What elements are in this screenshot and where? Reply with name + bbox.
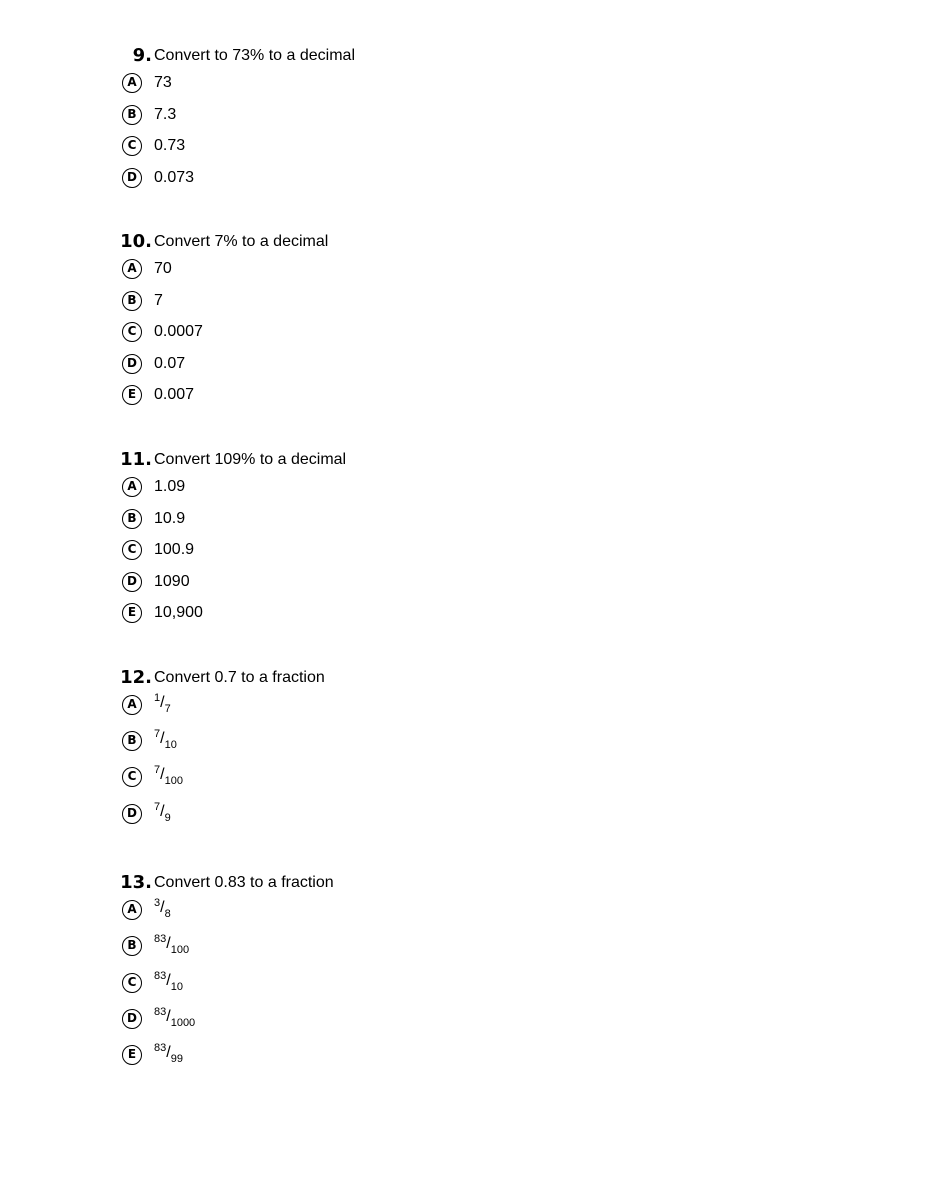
fraction-numerator: 7 <box>154 801 161 813</box>
option-value: 0.073 <box>154 169 195 186</box>
question-text: Convert 0.83 to a fraction <box>154 874 334 891</box>
question-header <box>117 448 717 472</box>
option-letter-circle[interactable]: D <box>122 572 142 592</box>
option-letter-circle[interactable]: C <box>122 322 142 342</box>
question-number: 9. <box>132 45 152 66</box>
question-text: Convert 0.7 to a fraction <box>154 669 325 686</box>
option-letter-circle[interactable]: D <box>122 1009 142 1029</box>
option-value: 0.73 <box>154 137 186 154</box>
question-number: 10. <box>120 231 152 252</box>
option-letter-circle[interactable]: E <box>122 1045 142 1065</box>
fraction-numerator: 83 <box>154 970 167 982</box>
fraction-slash: / <box>166 935 171 952</box>
fraction-slash: / <box>166 1008 171 1025</box>
option-letter-circle[interactable]: A <box>122 900 142 920</box>
fraction-numerator: 83 <box>154 1042 167 1054</box>
fraction-slash: / <box>160 694 165 711</box>
question-header <box>117 871 717 895</box>
fraction-denominator: 1000 <box>170 1017 196 1029</box>
option-value: 7 <box>154 292 163 309</box>
option-value: 7.3 <box>154 106 177 123</box>
fraction-denominator: 99 <box>170 1053 183 1065</box>
option-fraction <box>154 897 171 920</box>
fraction-denominator: 100 <box>164 775 183 787</box>
question-header <box>117 230 717 254</box>
question-13 <box>117 871 717 1065</box>
fraction-slash: / <box>166 972 171 989</box>
question-header <box>117 666 717 690</box>
option-value: 10,900 <box>154 604 203 621</box>
option-fraction <box>154 801 171 824</box>
fraction-numerator: 83 <box>154 933 167 945</box>
fraction-numerator: 1 <box>154 692 161 704</box>
fraction-slash: / <box>160 766 165 783</box>
question-number: 13. <box>120 872 152 893</box>
option-fraction <box>154 1006 195 1029</box>
fraction-denominator: 10 <box>170 981 183 993</box>
option-value: 100.9 <box>154 541 195 558</box>
option-value: 0.0007 <box>154 323 203 340</box>
question-text: Convert to 73% to a decimal <box>154 47 355 64</box>
question-text: Convert 109% to a decimal <box>154 451 347 468</box>
fraction-numerator: 7 <box>154 728 161 740</box>
option-fraction <box>154 933 189 956</box>
fraction-slash: / <box>166 1044 171 1061</box>
option-letter-circle[interactable]: E <box>122 385 142 405</box>
option-value: 0.07 <box>154 355 186 372</box>
option-letter-circle[interactable]: B <box>122 291 142 311</box>
option-value: 1090 <box>154 573 190 590</box>
option-fraction <box>154 970 183 993</box>
question-number: 11. <box>120 449 152 470</box>
option-fraction <box>154 728 177 751</box>
fraction-numerator: 3 <box>154 897 161 909</box>
option-letter-circle[interactable]: B <box>122 936 142 956</box>
option-letter-circle[interactable]: D <box>122 168 142 188</box>
fraction-numerator: 7 <box>154 764 161 776</box>
option-letter-circle[interactable]: D <box>122 804 142 824</box>
option-letter-circle[interactable]: E <box>122 603 142 623</box>
option-value: 0.007 <box>154 386 195 403</box>
question-9 <box>117 44 717 186</box>
fraction-denominator: 10 <box>164 739 177 751</box>
question-11 <box>117 448 717 621</box>
fraction-denominator: 7 <box>164 703 171 715</box>
option-value: 73 <box>154 74 172 91</box>
fraction-numerator: 83 <box>154 1006 167 1018</box>
option-letter-circle[interactable]: B <box>122 731 142 751</box>
option-letter-circle[interactable]: A <box>122 695 142 715</box>
option-letter-circle[interactable]: A <box>122 259 142 279</box>
option-letter-circle[interactable]: C <box>122 540 142 560</box>
fraction-slash: / <box>160 730 165 747</box>
fraction-denominator: 100 <box>170 944 190 956</box>
option-fraction <box>154 1042 183 1065</box>
fraction-slash: / <box>160 899 165 916</box>
option-letter-circle[interactable]: C <box>122 973 142 993</box>
option-value: 70 <box>154 260 172 277</box>
question-12 <box>117 666 717 824</box>
question-header <box>117 44 717 68</box>
option-letter-circle[interactable]: C <box>122 767 142 787</box>
question-number: 12. <box>120 667 152 688</box>
option-letter-circle[interactable]: D <box>122 354 142 374</box>
option-letter-circle[interactable]: A <box>122 73 142 93</box>
fraction-denominator: 9 <box>164 812 171 824</box>
option-letter-circle[interactable]: C <box>122 136 142 156</box>
option-fraction <box>154 764 183 787</box>
option-fraction <box>154 692 171 715</box>
option-value: 10.9 <box>154 510 186 527</box>
option-letter-circle[interactable]: A <box>122 477 142 497</box>
option-letter-circle[interactable]: B <box>122 105 142 125</box>
fraction-denominator: 8 <box>164 908 171 920</box>
option-value: 1.09 <box>154 478 186 495</box>
option-letter-circle[interactable]: B <box>122 509 142 529</box>
fraction-slash: / <box>160 803 165 820</box>
question-10 <box>117 230 717 403</box>
question-text: Convert 7% to a decimal <box>154 233 329 250</box>
